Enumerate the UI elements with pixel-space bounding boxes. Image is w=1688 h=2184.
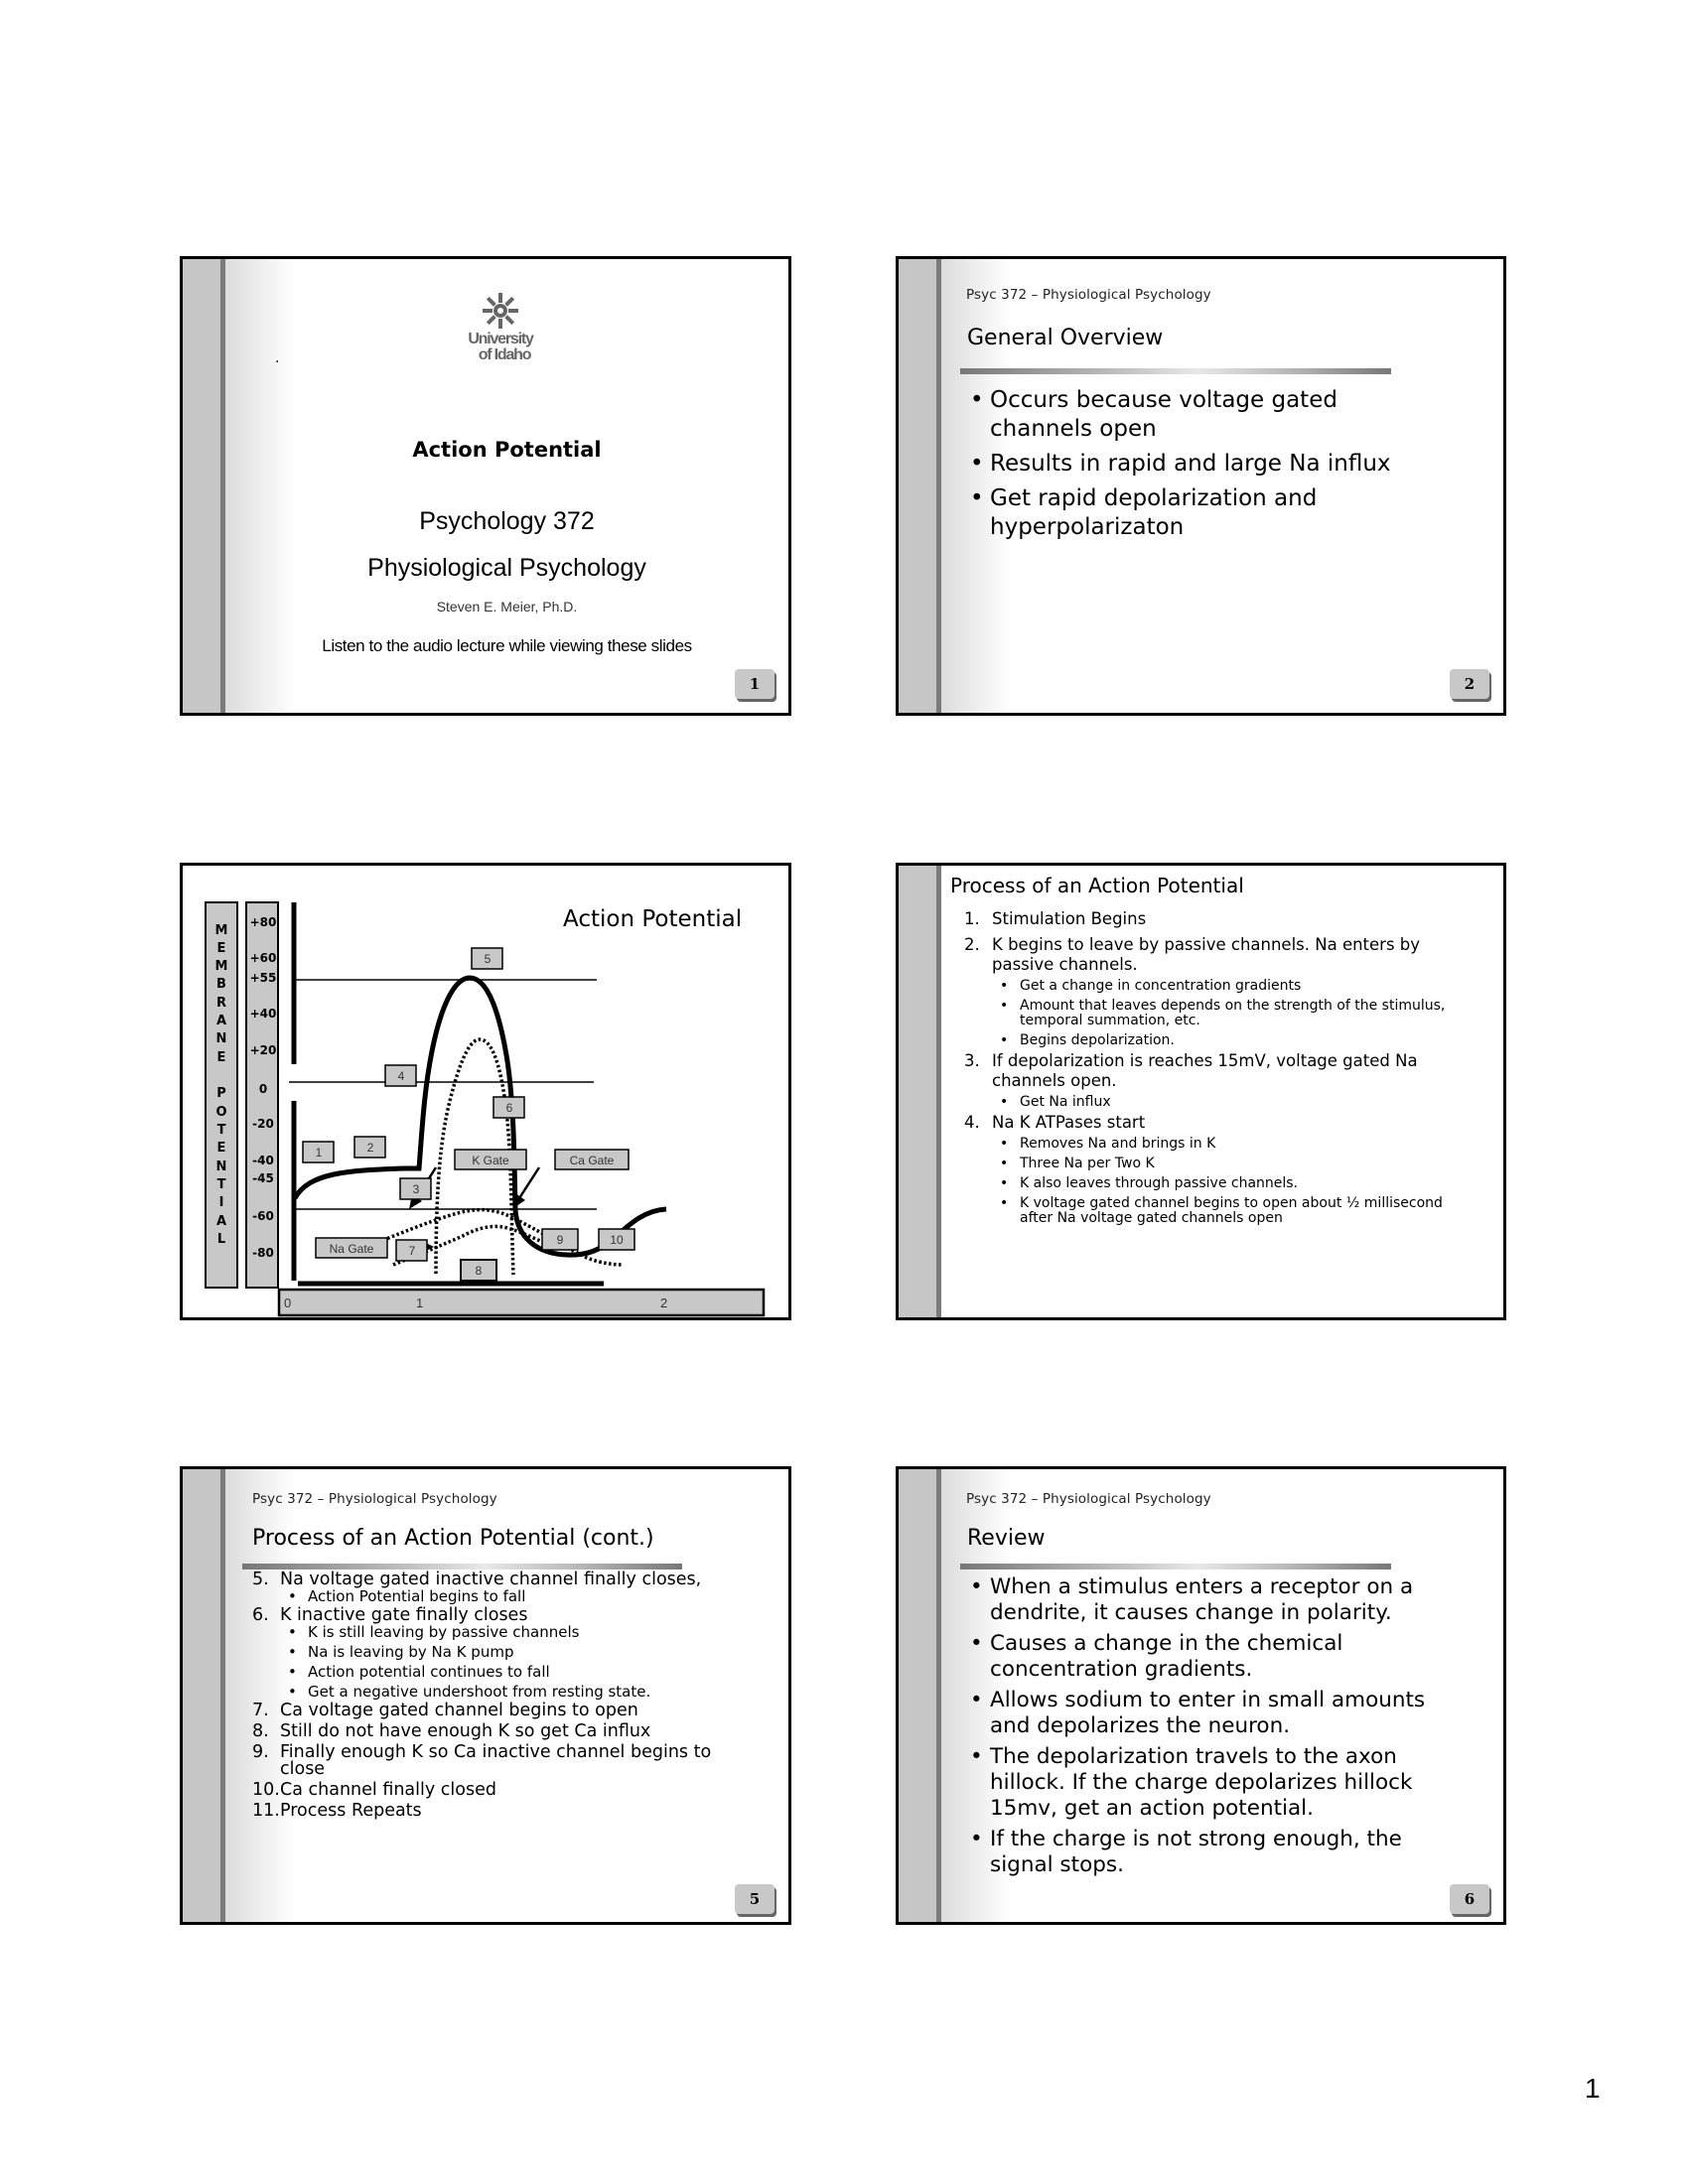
membrane-potential-curve [295,978,666,1255]
slide-side-band [899,1469,941,1922]
svg-text:+80: +80 [249,915,277,929]
svg-text:Ca Gate: Ca Gate [569,1154,615,1167]
process-item: 10. Ca channel finally closed [252,1780,496,1800]
svg-text:M: M [214,923,228,938]
chart-title: Action Potential [563,906,743,932]
slide-3 [180,863,791,1320]
sub-bullet: • Na is leaving by Na K pump [280,1644,719,1661]
slide-number-badge: 6 [1450,1884,1489,1914]
svg-text:-80: -80 [252,1246,274,1260]
svg-text:5: 5 [484,952,492,966]
slide-side-band [899,259,941,713]
process-item: 8. Still do not have enough K so get Ca influx [252,1721,651,1741]
bullet-item: • Results in rapid and large Na influx [968,450,1435,478]
svg-text:M: M [214,959,228,974]
slide-1 [180,256,791,716]
process-item: 4. Na K ATPases start • Removes Na and brings in K • Three Na per Two K • K also leaves through passive channels. • K voltage gated channel begins to open about ½ millisecond after Na voltage gated channels open [964,1113,1471,1226]
svg-text:7: 7 [408,1244,416,1258]
svg-text:B: B [216,977,226,992]
process-item: 1. Stimulation Begins [964,909,1147,928]
title-rule [960,368,1391,374]
svg-text:E: E [216,1050,226,1065]
x-tick-0: 0 [284,1296,292,1310]
svg-text:-60: -60 [252,1209,274,1223]
sub-bullet: • K is still leaving by passive channels [280,1624,719,1641]
svg-text:N: N [215,1031,227,1046]
slide-number-badge: 5 [735,1884,774,1914]
svg-text:8: 8 [475,1264,483,1278]
svg-text:-40: -40 [252,1154,274,1167]
svg-text:3: 3 [412,1182,420,1196]
slide-side-band [899,866,941,1317]
process-item: 3. If depolarization is reaches 15mV, voltage gated Na channels open. • Get Na influx [964,1051,1471,1110]
slide-title: General Overview [967,326,1164,350]
sub-bullet: • Amount that leaves depends on the strength of the stimulus, temporal summation, etc. [992,999,1471,1028]
svg-text:10: 10 [610,1233,624,1247]
slide-number-badge: 1 [735,669,774,699]
sub-bullet: • Action Potential begins to fall [280,1588,719,1605]
x-tick-2: 2 [660,1296,668,1310]
svg-text:R: R [215,996,227,1011]
process-item: 2. K begins to leave by passive channels. Na enters by passive channels. • Get a change in concentration gradients • Amount that leaves depends on the strength of the stimulus, temporal summation, etc. • Begins depolarization. [964,935,1471,1048]
svg-text:1: 1 [315,1146,323,1160]
course-header: Psyc 372 – Physiological Psychology [966,287,1211,303]
slide-title: Process of an Action Potential [950,874,1244,897]
university-seal-icon [481,291,520,331]
logo-line-2: of Idaho [478,346,531,363]
bullet-item: • When a stimulus enters a receptor on a dendrite, it causes change in polarity. [968,1574,1445,1626]
svg-text:A: A [215,1214,227,1229]
course-header: Psyc 372 – Physiological Psychology [966,1491,1211,1507]
process-list [964,909,1471,1226]
svg-text:Na Gate: Na Gate [329,1242,374,1256]
bullet-item: • Get rapid depolarization and hyperpolarizaton [968,484,1435,542]
slide-6 [896,1466,1506,1925]
title-rule [960,1564,1391,1570]
svg-text:+20: +20 [249,1043,277,1057]
process-item: 5. Na voltage gated inactive channel finally closes, • Action Potential begins to fall [252,1571,719,1605]
x-tick-1: 1 [416,1296,424,1310]
svg-text:E: E [216,941,226,956]
bullet-item: • If the charge is not strong enough, the signal stops. [968,1827,1445,1878]
svg-text:I: I [218,1195,224,1210]
process-item: 7. Ca voltage gated channel begins to open [252,1701,638,1720]
page-number: 1 [1585,2073,1601,2104]
svg-text:N: N [215,1160,227,1174]
process-item: 9. Finally enough K so Ca inactive channel begins to close [252,1742,712,1779]
bullet-item: • Allows sodium to enter in small amounts and depolarizes the neuron. [968,1688,1445,1739]
course-name: Psychology 372 [419,507,595,535]
sub-bullet: • K voltage gated channel begins to open about ½ millisecond after Na voltage gated channels open [992,1196,1471,1226]
slide-side-band [183,1469,225,1922]
svg-text:4: 4 [397,1069,405,1083]
svg-text:0: 0 [258,1082,268,1096]
slide-number-badge: 2 [1450,669,1489,699]
logo-line-1: University [468,331,533,347]
slide-5 [180,1466,791,1925]
bullet-item: • Causes a change in the chemical concentration gradients. [968,1631,1445,1683]
svg-text:+60: +60 [249,951,277,965]
slide-title: Review [967,1526,1046,1551]
svg-text:K Gate: K Gate [472,1154,509,1167]
bullet-item: • Occurs because voltage gated channels open [968,386,1435,444]
svg-text:L: L [216,1232,226,1247]
svg-text:P: P [216,1086,226,1101]
sub-bullet: • Removes Na and brings in K [992,1137,1471,1152]
sub-bullet: • Three Na per Two K [992,1157,1471,1171]
bullet-item: • The depolarization travels to the axon hillock. If the charge depolarizes hillock 15mv, get an action potential. [968,1744,1445,1822]
svg-text:+40: +40 [249,1007,277,1021]
sub-bullet: • Get a change in concentration gradients [992,979,1471,994]
svg-text:9: 9 [556,1233,564,1247]
process-item: 6. K inactive gate finally closes • K is still leaving by passive channels • Na is leaving by Na K pump • Action potential continues to fall • Get a negative undershoot from resting state. [252,1607,719,1701]
slide-title: Process of an Action Potential (cont.) [252,1526,654,1551]
process-list [252,1571,719,1820]
course-header: Psyc 372 – Physiological Psychology [252,1491,497,1507]
svg-text:A: A [215,1014,227,1028]
university-logo [441,291,560,363]
stray-dot: . [275,350,280,366]
sub-bullet: • K also leaves through passive channels. [992,1176,1471,1191]
svg-text:+55: +55 [249,971,277,985]
svg-text:6: 6 [505,1101,513,1115]
slide-2 [896,256,1506,716]
author: Steven E. Meier, Ph.D. [436,599,578,614]
svg-text:E: E [216,1141,226,1156]
action-potential-chart [180,863,791,1320]
slide-4 [896,863,1506,1320]
svg-text:2: 2 [366,1141,374,1155]
sub-bullet: • Begins depolarization. [992,1033,1471,1048]
svg-text:-45: -45 [252,1171,274,1185]
process-item: 11. Process Repeats [252,1801,422,1821]
audio-note: Listen to the audio lecture while viewing these slides [322,636,692,655]
svg-text:T: T [216,1177,226,1192]
svg-text:T: T [216,1123,226,1138]
sub-bullet: • Get Na influx [992,1095,1471,1110]
sub-bullet: • Get a negative undershoot from resting state. [280,1684,719,1701]
svg-text:O: O [215,1105,227,1120]
svg-text:-20: -20 [252,1117,274,1131]
sub-bullet: • Action potential continues to fall [280,1664,719,1681]
course-subtitle: Physiological Psychology [367,554,646,582]
bullet-list [968,386,1435,542]
slide-title: Action Potential [412,438,602,462]
bullet-list [968,1574,1445,1878]
